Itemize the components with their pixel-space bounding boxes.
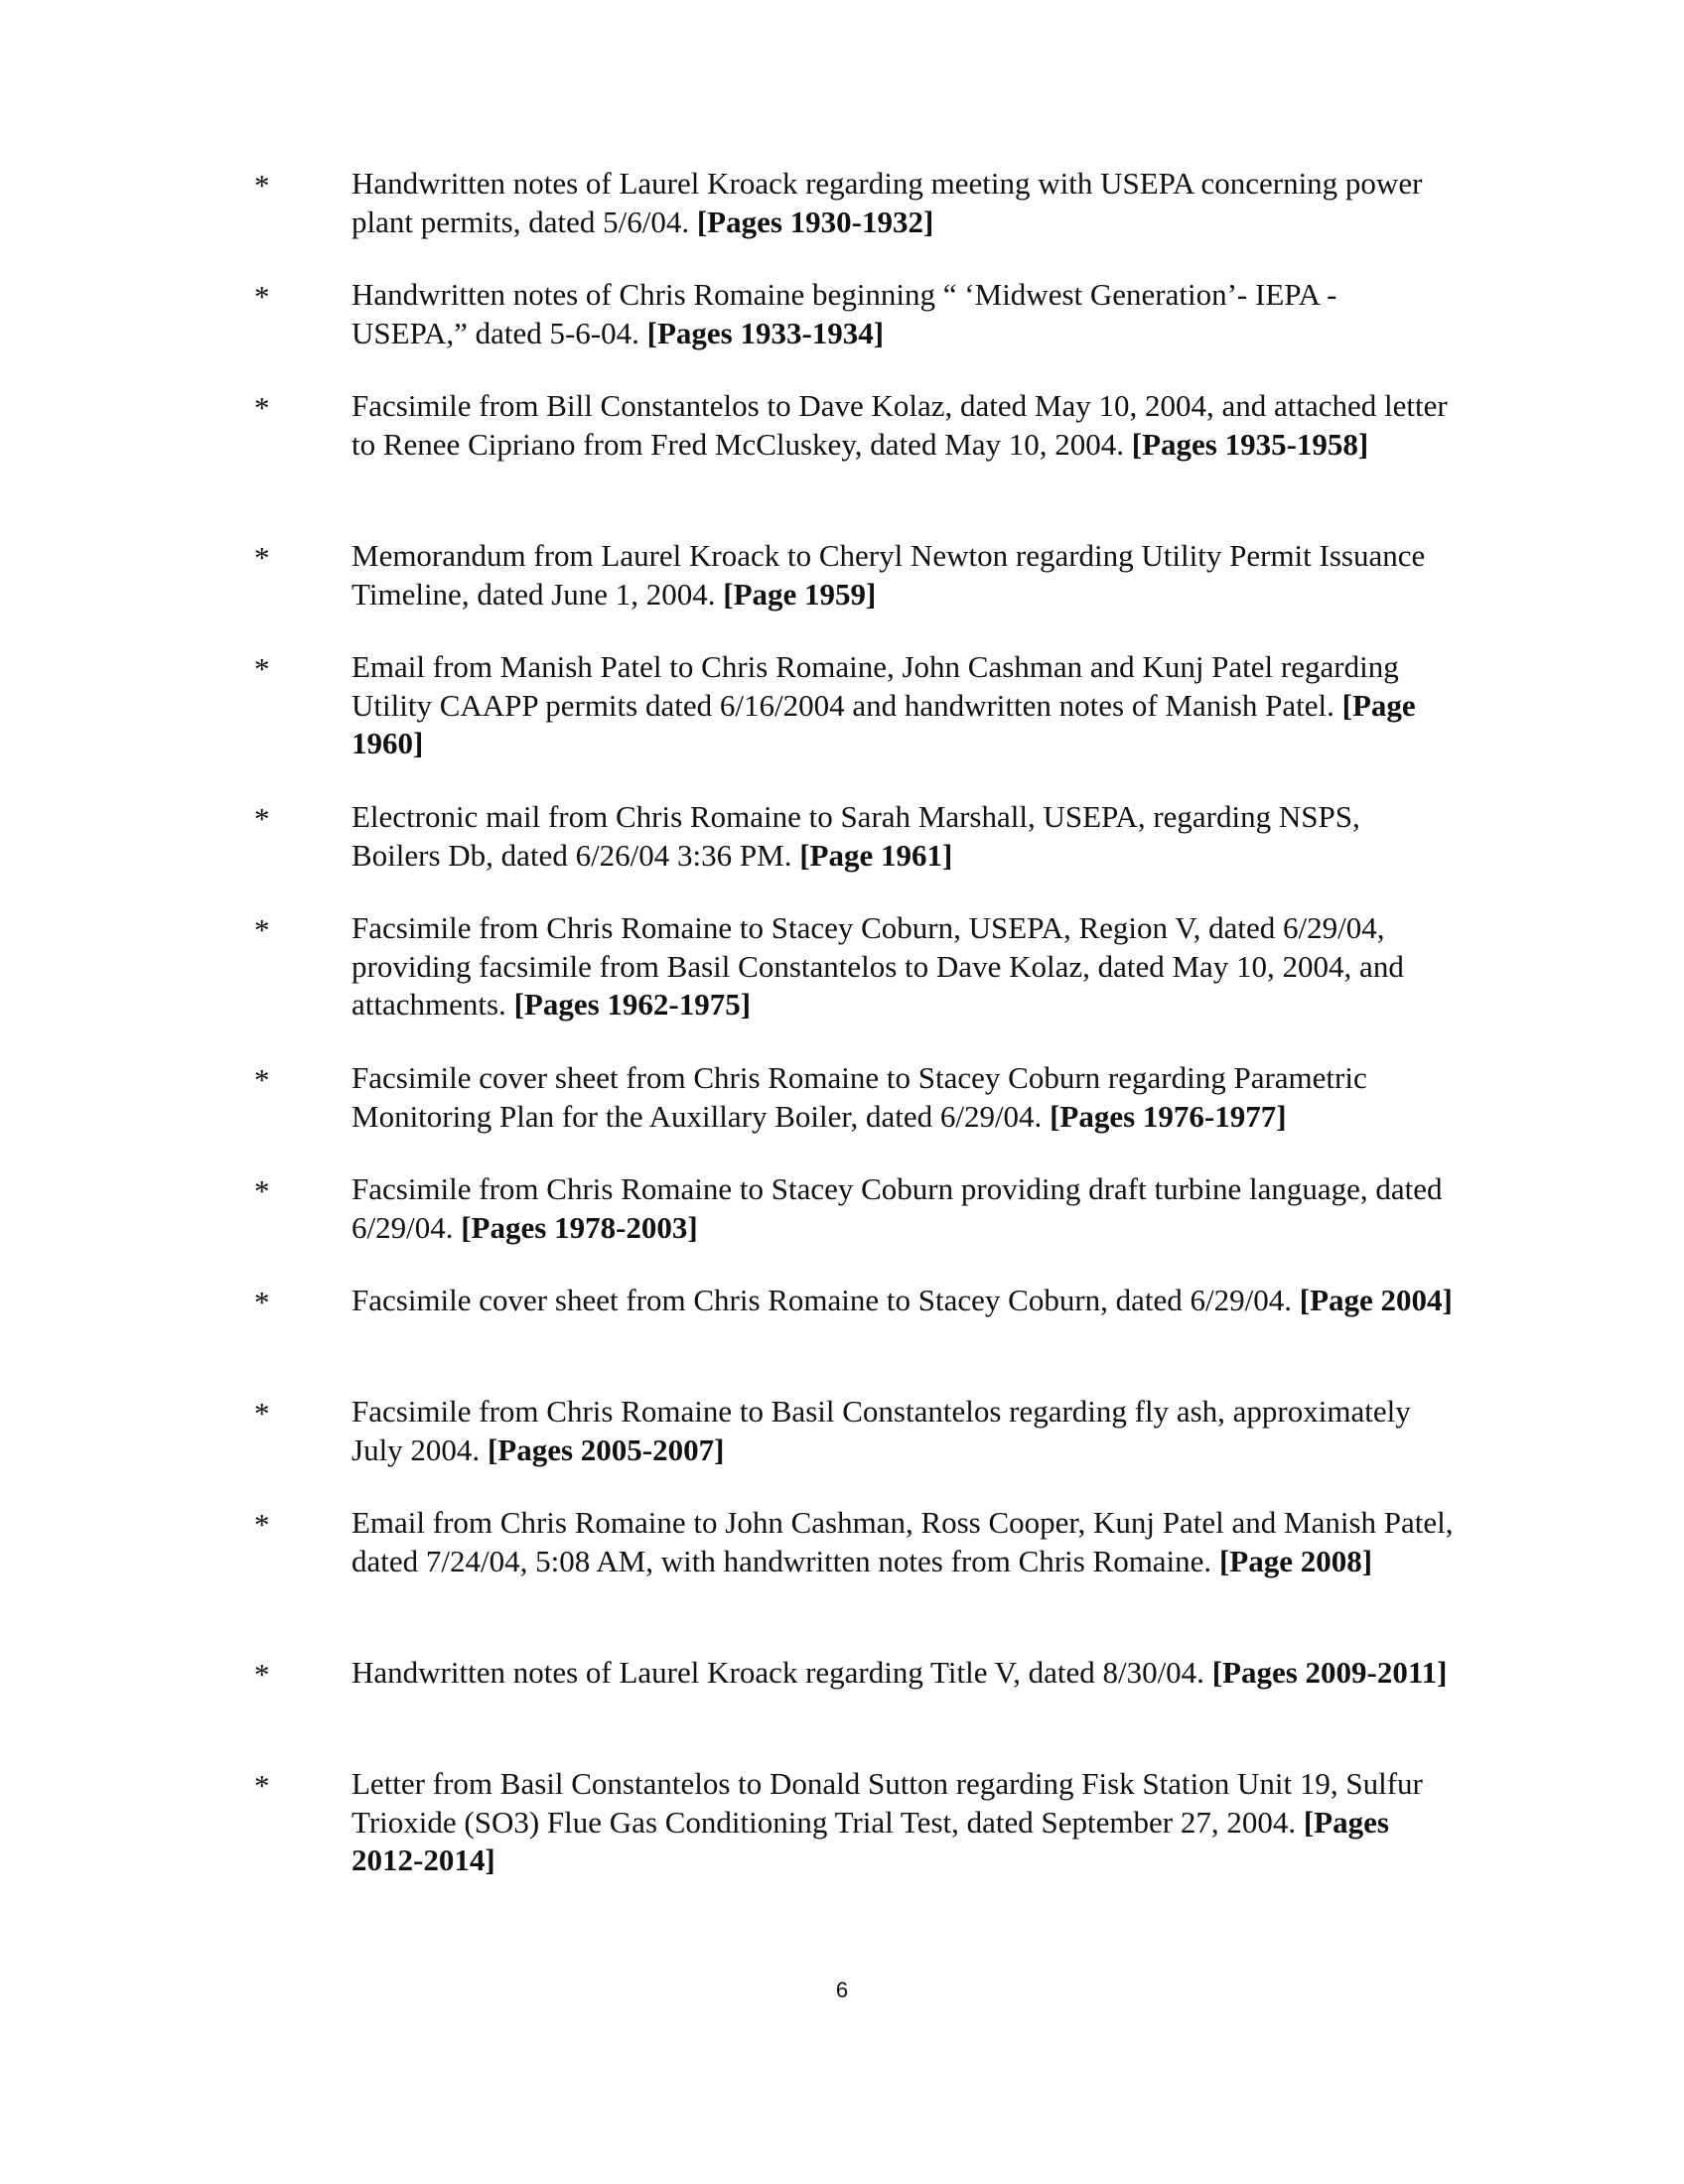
bullet-marker: * — [254, 1768, 270, 1803]
entry-description: Handwritten notes of Chris Romaine beginning “ ‘Midwest Generation’- IEPA - USEPA,” dated 5-6-04. — [351, 277, 1337, 350]
entry-text — [351, 387, 1454, 464]
page-reference: [Pages 2012-2014] — [351, 1804, 1389, 1877]
entry-description: Email from Manish Patel to Chris Romaine, John Cashman and Kunj Patel regarding Utility CAAPP permits dated 6/16/2004 and handwritten notes of Manish Patel. — [351, 649, 1399, 723]
entry-text — [351, 648, 1454, 763]
page-reference: [Pages 1933-1934] — [646, 315, 885, 350]
list-item — [0, 1393, 1684, 1504]
page-reference: [Pages 2005-2007] — [487, 1432, 725, 1467]
list-item — [0, 1504, 1684, 1654]
list-item — [0, 1059, 1684, 1170]
bullet-marker: * — [254, 168, 270, 203]
page-reference: [Page 1959] — [723, 576, 877, 612]
entry-description: Facsimile from Chris Romaine to Basil Constantelos regarding fly ash, approximately July 2004. — [351, 1394, 1411, 1467]
bullet-marker: * — [254, 390, 270, 425]
list-item — [0, 387, 1684, 537]
entry-description: Electronic mail from Chris Romaine to Sarah Marshall, USEPA, regarding NSPS, Boilers Db, dated 6/26/04 3:36 PM. — [351, 799, 1360, 873]
entry-description: Facsimile cover sheet from Chris Romaine to Stacey Coburn regarding Parametric Monitoring Plan for the Auxillary Boiler, dated 6/29/04. — [351, 1060, 1367, 1134]
list-item — [0, 909, 1684, 1059]
entry-list — [0, 165, 1684, 1915]
bullet-marker: * — [254, 1173, 270, 1208]
entry-text — [351, 1765, 1454, 1880]
entry-description: Facsimile from Chris Romaine to Stacey Coburn providing draft turbine language, dated 6/29/04. — [351, 1171, 1443, 1245]
entry-description: Handwritten notes of Laurel Kroack regarding meeting with USEPA concerning power plant permits, dated 5/6/04. — [351, 166, 1423, 239]
page-reference: [Pages 1930-1932] — [696, 204, 934, 239]
entry-text — [351, 1504, 1454, 1580]
bullet-marker: * — [254, 1062, 270, 1097]
list-item — [0, 276, 1684, 387]
page-reference: [Pages 1978-2003] — [461, 1209, 698, 1245]
page-reference: [Pages 1976-1977] — [1050, 1098, 1287, 1134]
page-reference: [Page 2008] — [1218, 1543, 1373, 1578]
bullet-marker: * — [254, 1507, 270, 1542]
bullet-marker: * — [254, 1396, 270, 1431]
entry-text — [351, 1059, 1454, 1136]
list-item — [0, 1170, 1684, 1282]
entry-description: Memorandum from Laurel Kroack to Cheryl Newton regarding Utility Permit Issuance Timeline, dated June 1, 2004. — [351, 538, 1426, 612]
bullet-marker: * — [254, 912, 270, 947]
list-item — [0, 1282, 1684, 1393]
entry-text — [351, 909, 1454, 1024]
page-reference: [Pages 1962-1975] — [513, 987, 752, 1022]
page-reference: [Page 2004] — [1299, 1283, 1453, 1317]
bullet-marker: * — [254, 1657, 270, 1692]
bullet-marker: * — [254, 1285, 270, 1319]
entry-description: Facsimile from Chris Romaine to Stacey Coburn, USEPA, Region V, dated 6/29/04, providing facsimile from Basil Constantelos to Dave Kolaz, dated May 10, 2004, and attachments. — [351, 910, 1404, 1022]
entry-text — [351, 1393, 1454, 1469]
entry-text — [351, 1654, 1454, 1693]
list-item — [0, 165, 1684, 276]
page-reference: [Page 1961] — [799, 837, 953, 873]
list-item — [0, 648, 1684, 798]
list-item — [0, 1765, 1684, 1915]
entry-text — [351, 537, 1454, 614]
entry-description: Letter from Basil Constantelos to Donald Sutton regarding Fisk Station Unit 19, Sulfur Trioxide (SO3) Flue Gas Conditioning Trial Test, dated September 27, 2004. — [351, 1766, 1423, 1840]
entry-text — [351, 1170, 1454, 1247]
bullet-marker: * — [254, 801, 270, 836]
list-item — [0, 1654, 1684, 1765]
bullet-marker: * — [254, 651, 270, 686]
page-reference: [Page 1960] — [351, 687, 1416, 760]
entry-text — [351, 165, 1454, 241]
entry-description: Handwritten notes of Laurel Kroack regarding Title V, dated 8/30/04. — [351, 1655, 1204, 1690]
bullet-marker: * — [254, 279, 270, 314]
page-reference: [Pages 2009-2011] — [1211, 1655, 1448, 1690]
bullet-marker: * — [254, 540, 270, 575]
list-item — [0, 798, 1684, 909]
page-number: 6 — [835, 1978, 849, 2002]
entry-description: Email from Chris Romaine to John Cashman, Ross Cooper, Kunj Patel and Manish Patel, dated 7/24/04, 5:08 AM, with handwritten notes from Chris Romaine. — [351, 1505, 1454, 1578]
entry-text — [351, 1282, 1454, 1320]
entry-description: Facsimile from Bill Constantelos to Dave Kolaz, dated May 10, 2004, and attached letter to Renee Cipriano from Fred McCluskey, dated May 10, 2004. — [351, 388, 1448, 462]
page-reference: [Pages 1935-1958] — [1131, 426, 1369, 462]
entry-text — [351, 276, 1454, 352]
list-item — [0, 537, 1684, 648]
entry-text — [351, 798, 1454, 875]
entry-description: Facsimile cover sheet from Chris Romaine to Stacey Coburn, dated 6/29/04. — [351, 1283, 1293, 1317]
